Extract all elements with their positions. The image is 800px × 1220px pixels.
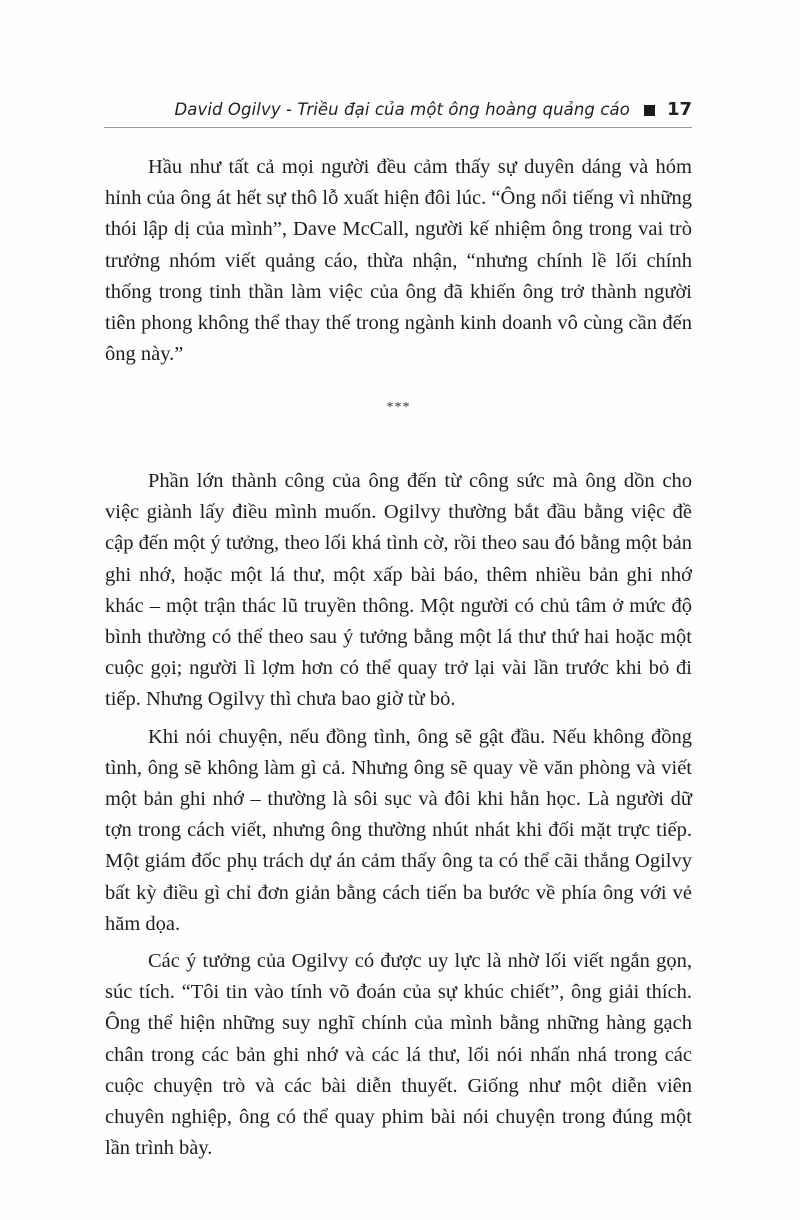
paragraph: Khi nói chuyện, nếu đồng tình, ông sẽ gật đầu. Nếu không đồng tình, ông sẽ không làm gì cả. Nhưng ông sẽ quay về văn phòng và viết một bản ghi nhớ – thường là sôi sục và đôi khi hằn học. Là người dữ tợn trong cách viết, nhưng ông thường nhút nhát khi đối mặt trực tiếp. Một giám đốc phụ trách dự án cảm thấy ông ta có thể cãi thắng Ogilvy bất kỳ điều gì chỉ đơn giản bằng cách tiến ba bước về phía ông với vẻ hăm dọa. xyxy=(105,725,692,935)
section-break: *** xyxy=(386,400,411,415)
paragraph: Các ý tưởng của Ogilvy có được uy lực là nhờ lối viết ngắn gọn, súc tích. “Tôi tin vào tính võ đoán của sự khúc chiết”, ông giải thích. Ông thể hiện những suy nghĩ chính của mình bằng những hàng gạch chân trong các bản ghi nhớ và các lá thư, lối nói nhấn nhá trong các cuộc chuyện trò và các bài diễn thuyết. Giống như một diễn viên chuyên nghiệp, ông có thể quay phim bài nói chuyện trong đúng một lần trình bày. xyxy=(105,950,692,1160)
page-number: 17 xyxy=(666,98,692,120)
paragraph: Hầu như tất cả mọi người đều cảm thấy sự duyên dáng và hóm hỉnh của ông át hết sự thô lỗ xuất hiện đôi lúc. “Ông nổi tiếng vì những thói lập dị của mình”, Dave McCall, người kế nhiệm ông trong vai trò trưởng nhóm viết quảng cáo, thừa nhận, “nhưng chính lề lối chính thống trong tinh thần làm việc của ông đã khiến ông trở thành người tiên phong không thể thay thế trong ngành kinh doanh vô cùng cần đến ông này.” xyxy=(105,156,692,366)
running-header xyxy=(104,94,692,124)
running-title: David Ogilvy - Triều đại của một ông hoàng quảng cáo xyxy=(174,99,630,119)
paragraph: Phần lớn thành công của ông đến từ công sức mà ông dồn cho việc giành lấy điều mình muốn. Ogilvy thường bắt đầu bằng việc đề cập đến một ý tưởng, theo lối khá tình cờ, rồi theo sau đó bằng một bản ghi nhớ, hoặc một lá thư, một xấp bài báo, thêm nhiều bản ghi nhớ khác – một trận thác lũ truyền thông. Một người có chủ tâm ở mức độ bình thường có thể theo sau ý tưởng bằng một lá thư thứ hai hoặc một cuộc gọi; người lì lợm hơn có thể quay trở lại vài lần trước khi bỏ đi tiếp. Nhưng Ogilvy thì chưa bao giờ từ bỏ. xyxy=(105,470,692,711)
body-text-block-1 xyxy=(105,152,692,370)
body-text-block-2 xyxy=(105,466,692,1164)
header-rule xyxy=(104,127,692,128)
black-square-icon xyxy=(644,105,655,116)
